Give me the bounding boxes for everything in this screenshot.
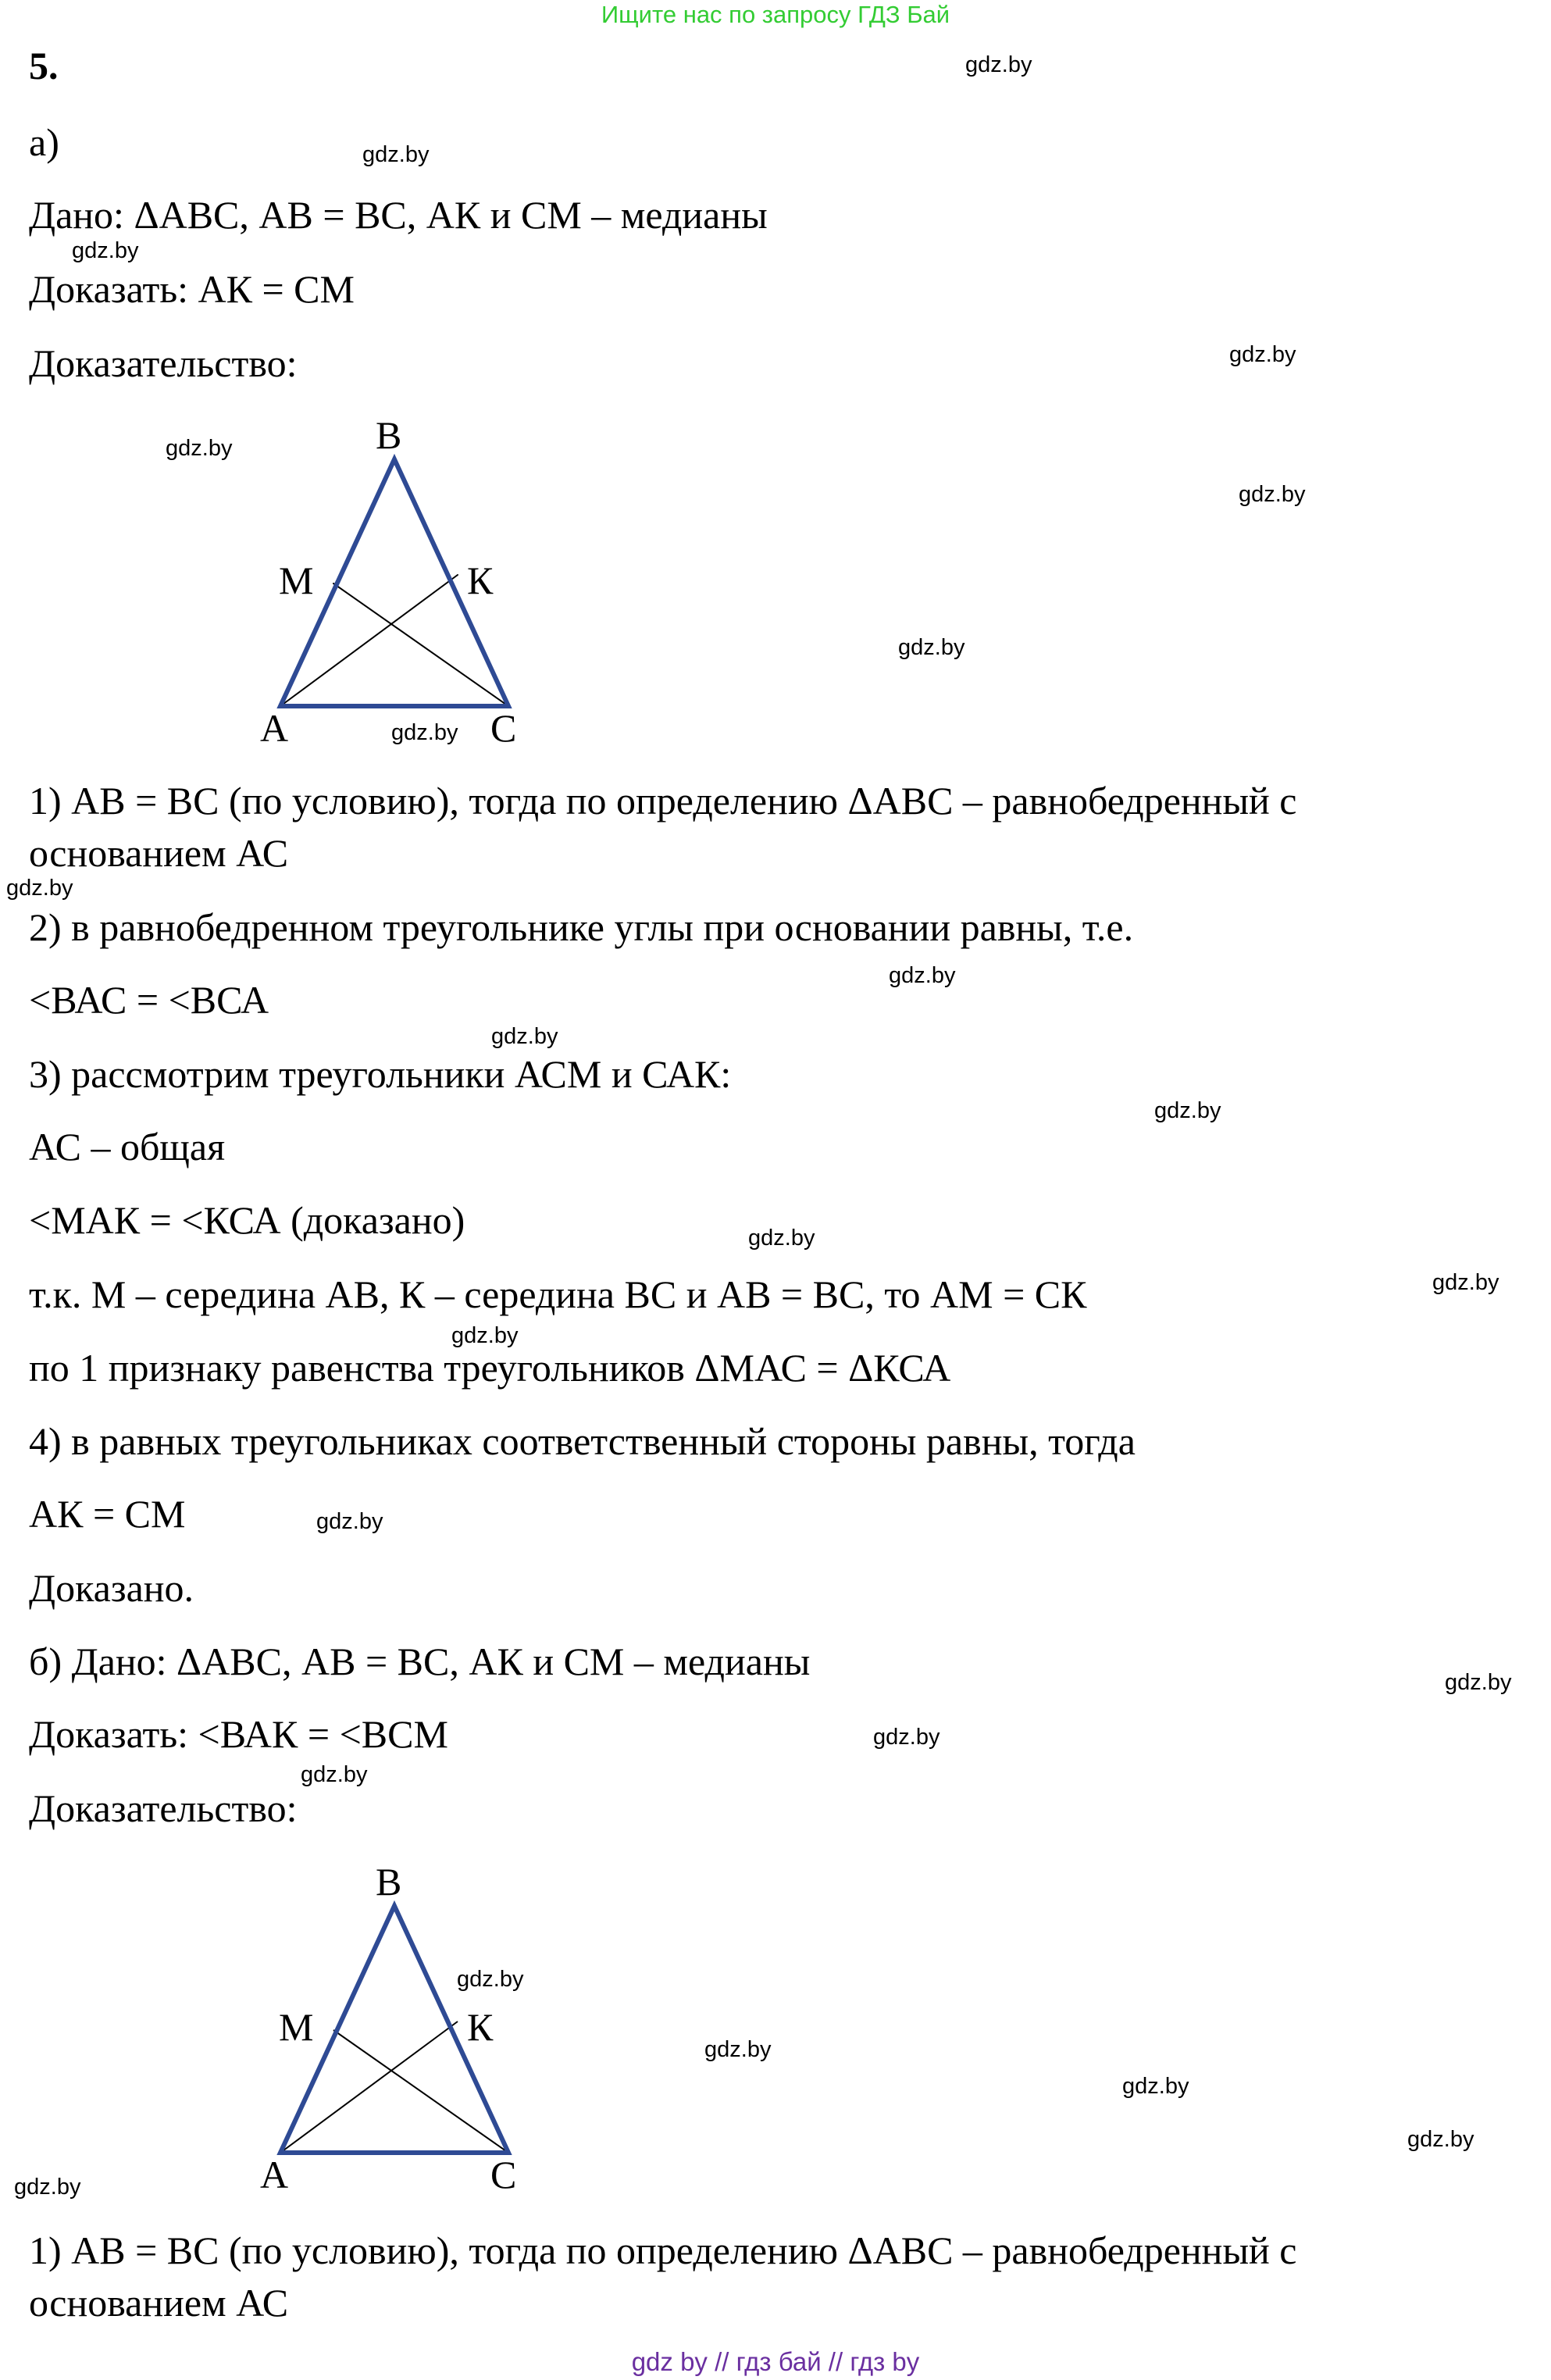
watermark: gdz.by [1239,482,1306,507]
watermark: gdz.by [166,436,233,461]
vertex-k-label: К [467,558,494,602]
part-a-label: а) [29,120,59,164]
watermark: gdz.by [1122,2074,1189,2099]
vertex-m-label: M [279,558,314,602]
vertex-a-label: A [260,706,289,750]
part-b-proof-title: Доказательство: [29,1786,298,1830]
part-b-prove: Доказать: <ВАК = <ВСМ [29,1712,448,1756]
watermark: gdz.by [1407,2127,1474,2152]
watermark: gdz.by [704,2037,772,2062]
vertex-c-label: C [490,706,517,750]
watermark: gdz.by [451,1323,519,1348]
vertex-b-label-b: B [376,1860,402,1904]
watermark: gdz.by [1229,342,1296,367]
part-a-prove: Доказать: АК = СМ [29,267,355,311]
watermark: gdz.by [898,635,965,660]
watermark: gdz.by [1154,1098,1221,1123]
part-a-step: 4) в равных треугольниках соответственный стороны равны, тогда [29,1419,1136,1463]
vertex-b-label: B [376,413,402,457]
part-a-step: основанием АС [29,831,289,875]
watermark: gdz.by [316,1509,383,1534]
part-a-step: Доказано. [29,1566,194,1610]
vertex-a-label-b: A [260,2153,289,2196]
part-a-step: 2) в равнобедренном треугольнике углы при основании равны, т.е. [29,905,1134,949]
part-b-step: 1) АВ = ВС (по условию), тогда по определению ΔАВС – равнобедренный с [29,2228,1297,2272]
problem-number: 5. [29,44,59,87]
watermark: gdz.by [873,1725,940,1750]
watermark: gdz.by [6,876,73,901]
page-header: Ищите нас по запросу ГДЗ Бай [601,1,950,28]
watermark: gdz.by [362,142,430,167]
watermark: gdz.by [491,1024,558,1049]
part-a-step: по 1 признаку равенства треугольников ΔМАС = ΔКСА [29,1346,951,1390]
watermark: gdz.by [889,963,956,988]
page-footer: gdz by // гдз бай // гдз by [631,2347,920,2376]
watermark: gdz.by [748,1226,815,1251]
part-a-step: <ВАС = <ВСА [29,978,269,1022]
watermark: gdz.by [965,52,1032,77]
part-a-step: 1) АВ = ВС (по условию), тогда по определению ΔАВС – равнобедренный с [29,779,1297,822]
watermark: gdz.by [391,720,458,745]
vertex-c-label-b: C [490,2153,517,2196]
watermark: gdz.by [301,1762,368,1787]
part-b-step: основанием АС [29,2281,289,2325]
part-a-step: АС – общая [29,1125,226,1169]
part-a-step: АК = СМ [29,1492,186,1536]
part-a-given: Дано: ΔАВС, АВ = ВС, АК и СМ – медианы [29,193,768,237]
watermark: gdz.by [1432,1270,1499,1295]
vertex-k-label-b: К [467,2005,494,2049]
watermark: gdz.by [1445,1670,1512,1695]
watermark: gdz.by [14,2175,81,2200]
part-a-step: 3) рассмотрим треугольники АСМ и САК: [29,1052,732,1096]
part-a-step: <МАК = <КСА (доказано) [29,1198,465,1242]
part-b-given: б) Дано: ΔАВС, АВ = ВС, АК и СМ – медианы [29,1640,811,1683]
vertex-m-label-b: M [279,2005,314,2049]
part-a-proof-title: Доказательство: [29,341,298,385]
watermark: gdz.by [457,1967,524,1992]
watermark: gdz.by [72,238,139,263]
part-a-step: т.к. М – середина АВ, К – середина ВС и АВ = ВС, то АМ = СК [29,1272,1087,1316]
